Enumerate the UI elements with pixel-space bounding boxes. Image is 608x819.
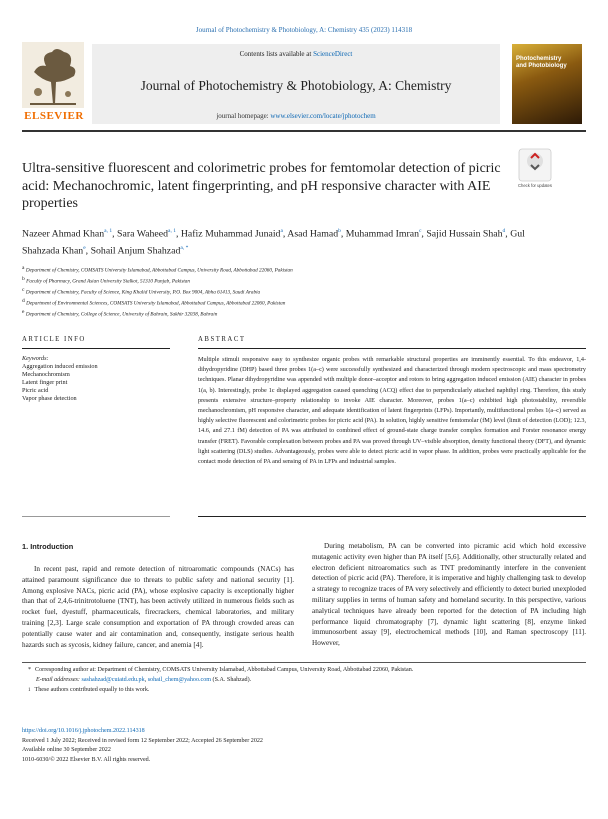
author-name[interactable]: Sohail Anjum Shahzad — [90, 245, 181, 257]
article-info-heading: ARTICLE INFO — [22, 336, 86, 343]
author-affiliation-mark[interactable]: d — [502, 228, 506, 234]
affiliation-mark: e — [22, 308, 26, 315]
author-affiliation-mark[interactable]: e — [83, 245, 86, 252]
header-divider — [22, 130, 586, 132]
journal-title: Journal of Photochemistry & Photobiology, A: Chemistry — [140, 78, 452, 93]
author-separator: , — [85, 245, 91, 257]
intro-right-column: During metabolism, PA can be converted into picramic acid which hold excessive mutagenic activity even higher than PA itself [5,6]. Additionally, other structurally related and electron deficient nitroaromatics such as TNT predominantly interfere in the convenient detection of picric acid (PA). Therefore, it is imperative and highly challenging task to develop a strategy to recognize traces of PA very selectively and efficiently to detect buried unexploded military supplies in terms of human safety and homeland security. In this perspective, various analytical techniques have already been reported for the detection of PA including high performance liquid chromatography [7], dynamic light scattering [8], enzyme linked immunosorbent assay [9], electrochemical methods [10], and Raman spectroscopy [11]. However, — [312, 542, 586, 648]
affiliation-item — [22, 297, 582, 308]
affiliation-mark: c — [22, 286, 26, 293]
affiliation-text: Department of Chemistry, Faculty of Science, King Khalid University, P.O. Box 9004, Abha 61413, Saudi Arabia — [25, 289, 261, 296]
equal-contribution-footnote: $^1$ These authors contributed equally to this work. — [28, 686, 150, 693]
affiliation-text: Faculty of Pharmacy, Grand Asian University Sialkot, 51310 Punjab, Pakistan — [26, 278, 190, 285]
sciencedirect-link[interactable]: ScienceDirect — [313, 50, 353, 58]
equal-contribution-text: These authors contributed equally to this work. — [34, 686, 150, 693]
journal-citation[interactable]: Journal of Photochemistry & Photobiology, A: Chemistry 435 (2023) 114318 — [195, 26, 413, 34]
homepage-line — [92, 112, 500, 120]
introduction-heading: 1. Introduction — [22, 542, 74, 551]
contents-prefix: Contents lists available at — [239, 50, 314, 58]
email-separator: , — [144, 676, 148, 683]
affiliation-list — [22, 264, 582, 319]
author-affiliation-mark[interactable]: a, 1 — [168, 228, 176, 234]
email-footnote — [22, 676, 586, 686]
abstract-heading: ABSTRACT — [198, 336, 246, 343]
footnote-divider — [22, 662, 586, 663]
affiliation-text: Department of Chemistry, COMSATS University Islamabad, Abbottabad Campus, University Road, Abbottabad 22060, Pakistan — [25, 267, 293, 274]
abstract-text: Multiple stimuli responsive easy to synthesize organic probes with remarkable structural properties are imminently essential. To this endeavor, 1,4-dihydropyridine (DHP) based three probes 1(a–c) were successfully synthesized and characterized through modern spectroscopic and mass spectrometry techniques. Planar dihydropyridine was appended with multiple donor–acceptor and rotors to bring aggregation induced emission (AIE) character in probes 1(a, b). Interestingly, probe 1c displayed aggregation caused quenching (ACQ) effect due to perpendicularly attached naphthyl ring. Therefore, this study presents extensive structure–property relationship to invoke AIE character. Moreover, probes 1(a–c) exhibited high photostability, reversible mechanochromism, pH responsive character, and adequate identification of latent fingerprints (LFPs). Importantly, multifunctional probes 1(a–c) served as highly selective fluorescent and colorimetric probes for picric acid (PA). In solution, highly sensitive femtomolar (fM) level (limit of detection (LOD); 12.3, 14.6, and 27.1 fM) detection of PA was attributed to combined effect of ground-state charge transfer complex formation and Forster resonance energy transfer (FRET). Favorable complexation between probes and PA was proved through UV–visible absorption, density functional theory (DFT), and dynamic light scattering (DLS) studies. Advantageously, probes were able to detect picric acid in vapor phase. In addition, probes were practically applicable for the contact mode detection of PA and sensing of PA in LFPs and industrial samples. — [198, 356, 586, 466]
author-separator: , — [175, 228, 181, 240]
cover-title: Photochemistry and Photobiology — [516, 56, 567, 69]
author-affiliation-mark[interactable]: b — [338, 228, 341, 234]
author-name[interactable]: Nazeer Ahmad Khan — [22, 228, 105, 240]
author-list — [22, 224, 562, 259]
author-name[interactable]: Sajid Hussain Shah — [426, 228, 503, 240]
author-name[interactable]: Gul Shahzada Khan — [22, 228, 525, 257]
keywords-box — [22, 355, 168, 403]
keyword-list — [22, 363, 168, 403]
affiliation-item — [22, 275, 582, 286]
author-separator: , — [112, 228, 118, 240]
author-separator: , — [421, 228, 427, 240]
email-link-1[interactable]: sashahzad@cuiatd.edu.pk — [81, 676, 145, 683]
keywords-label: Keywords: — [22, 355, 49, 362]
affiliation-item — [22, 264, 582, 275]
publication-info — [22, 727, 422, 765]
article-title: Ultra-sensitive fluorescent and colorimetric probes for femtomolar detection of picric acid: Mechanochromic, latent fingerprinting, and pH responsive character with AIE properties — [22, 161, 501, 211]
author-separator: , — [282, 228, 288, 240]
author-name[interactable]: Asad Hamad — [287, 228, 339, 240]
journal-cover-image — [512, 44, 582, 124]
affiliation-text: Department of Environmental Sciences, COMSATS University Islamabad, Abbottabad Campus, Abbottabad 22060, Pakistan — [26, 300, 286, 307]
corresponding-footnote: * Corresponding author at: Department of Chemistry, COMSATS University Islamabad, Abbottabad Campus, University Road, Abbottabad 22060, Pakistan. — [28, 667, 414, 673]
author-affiliation-mark[interactable]: a, * — [180, 245, 189, 252]
received-dates: Received 1 July 2022; Received in revised form 12 September 2022; Accepted 26 September 2022 — [22, 737, 263, 744]
contents-line — [92, 50, 500, 58]
intro-left-column: In recent past, rapid and remote detection of nitroaromatic compounds (NACs) has attained paramount significance due to threats to public safety and national security [1]. Among explosive NACs, picric acid (PA), whose explosive capacity is exceptionally higher than that of 2,4,6-trinitrotoluene (TNT), has been actively utilized in numerous fields such as rocket fuel, dyestuff, pharmaceuticals, firecrackers, chemical laboratories, and military training [2,3]. Large scale consumption and exportation of PA through crowded areas can potentially cause water and air contamination and, consequently, instigate serious health hazards such as sycosis, kidney failure, cancer, and anemia [4]. — [22, 565, 294, 649]
affiliation-item — [22, 286, 582, 297]
affiliation-mark: d — [22, 297, 27, 304]
abstract-bottom-rule — [198, 516, 586, 517]
affiliation-item — [22, 308, 582, 319]
author-name[interactable]: Sara Waheed — [117, 228, 168, 240]
check-for-updates-icon[interactable] — [518, 148, 552, 182]
available-online: Available online 30 September 2022 — [22, 747, 111, 753]
keyword-item: Latent finger print — [22, 379, 68, 386]
email-label: E-mail addresses: — [36, 676, 82, 683]
article-info-bottom-rule — [22, 516, 170, 517]
author-affiliation-mark[interactable]: a, 1 — [104, 228, 113, 234]
corresponding-text: Corresponding author at: Department of Chemistry, COMSATS University Islamabad, Abbottabad Campus, University Road, Abbottabad 22060, Pakistan. — [35, 667, 414, 673]
author-separator: , — [340, 228, 346, 240]
author-affiliation-mark[interactable]: a — [280, 228, 283, 234]
keyword-item: Aggregation induced emission — [22, 363, 98, 370]
footnotes — [22, 666, 586, 695]
email-tail: (S.A. Shahzad). — [211, 676, 252, 683]
affiliation-mark: b — [22, 275, 27, 282]
author-affiliation-mark[interactable]: c — [418, 228, 422, 234]
keyword-item: Vapor phase detection — [22, 395, 77, 402]
keyword-item: Mechanochromism — [22, 371, 70, 378]
email-link-2[interactable]: sohail_chem@yahoo.com — [147, 676, 212, 683]
check-for-updates-label: Check for updates — [518, 183, 552, 188]
author-separator: , — [505, 228, 511, 240]
affiliation-mark: a — [22, 265, 26, 271]
elsevier-tree-logo — [22, 42, 84, 120]
publisher-logo-text: ELSEVIER — [24, 110, 84, 122]
affiliation-text: Department of Chemistry, College of Science, University of Bahrain, Sakhir 32038, Bahrain — [25, 311, 218, 318]
homepage-prefix: journal homepage: — [216, 112, 271, 120]
author-name[interactable]: Hafiz Muhammad Junaid — [180, 228, 281, 240]
doi-link[interactable]: https://doi.org/10.1016/j.jphotochem.2022.114318 — [22, 728, 145, 734]
article-info-rule — [22, 348, 170, 349]
author-name[interactable]: Muhammad Imran — [345, 228, 419, 240]
homepage-link[interactable]: www.elsevier.com/locate/jphotochem — [270, 112, 376, 120]
copyright-line: 1010-6030/© 2022 Elsevier B.V. All rights reserved. — [22, 756, 151, 763]
keyword-item: Picric acid — [22, 387, 49, 394]
abstract-rule — [198, 348, 586, 349]
